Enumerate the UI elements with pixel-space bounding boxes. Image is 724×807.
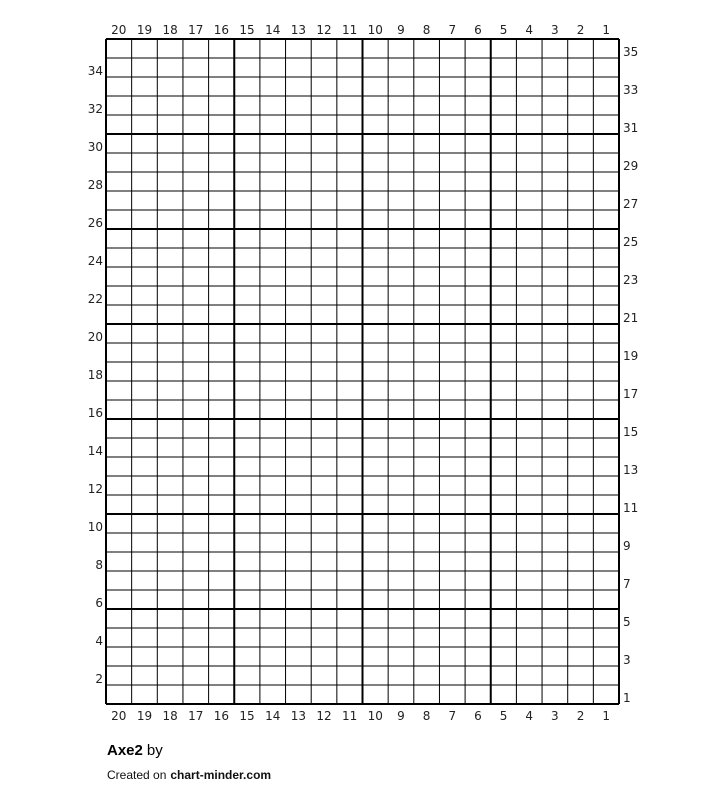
- column-label-bottom: 6: [474, 709, 482, 723]
- column-label-top: 11: [342, 23, 358, 37]
- column-label-top: 7: [448, 23, 457, 37]
- row-label-right: 5: [623, 615, 631, 629]
- row-label-left: 24: [87, 254, 103, 268]
- row-label-left: 22: [87, 292, 103, 306]
- row-label-left: 10: [87, 520, 103, 534]
- chart-title: [107, 742, 163, 759]
- row-label-right: 1: [623, 691, 631, 705]
- column-label-top: 14: [265, 23, 281, 37]
- column-label-top: 1: [602, 23, 610, 37]
- row-label-right: 7: [623, 577, 631, 591]
- site-name: chart-minder.com: [170, 768, 272, 782]
- row-label-left: 14: [87, 444, 103, 458]
- column-label-top: 6: [474, 23, 482, 37]
- column-label-top: 18: [162, 23, 178, 37]
- column-label-bottom: 17: [188, 709, 204, 723]
- row-label-right: 29: [623, 159, 639, 173]
- chart-author-by: by: [146, 742, 163, 759]
- column-label-bottom: 15: [239, 709, 255, 723]
- column-label-bottom: 11: [342, 709, 358, 723]
- row-label-right: 25: [623, 235, 639, 249]
- row-label-right: 11: [623, 501, 639, 515]
- column-label-bottom: 16: [213, 709, 230, 723]
- column-label-bottom: 14: [265, 709, 281, 723]
- column-label-top: 15: [239, 23, 255, 37]
- chart-name: Axe2: [107, 742, 143, 759]
- column-label-top: 12: [316, 23, 332, 37]
- column-label-top: 5: [499, 23, 508, 37]
- row-label-left: 26: [87, 216, 103, 230]
- column-label-top: 16: [213, 23, 230, 37]
- column-label-bottom: 5: [499, 709, 508, 723]
- row-label-left: 8: [95, 558, 103, 572]
- row-label-left: 34: [87, 64, 103, 78]
- column-label-bottom: 4: [525, 709, 534, 723]
- column-label-bottom: 9: [397, 709, 405, 723]
- column-label-bottom: 2: [576, 709, 585, 723]
- row-label-left: 6: [95, 596, 103, 610]
- column-label-bottom: 3: [551, 709, 559, 723]
- row-label-right: 9: [623, 539, 631, 553]
- row-label-right: 35: [623, 45, 639, 59]
- column-label-bottom: 12: [316, 709, 332, 723]
- column-label-top: 10: [367, 23, 383, 37]
- row-label-left: 16: [87, 406, 103, 420]
- row-label-right: 17: [623, 387, 639, 401]
- column-label-top: 13: [290, 23, 307, 37]
- row-label-right: 19: [623, 349, 639, 363]
- column-label-bottom: 10: [367, 709, 383, 723]
- column-label-top: 3: [551, 23, 559, 37]
- column-label-top: 2: [576, 23, 585, 37]
- row-label-left: 18: [87, 368, 103, 382]
- row-label-left: 4: [95, 634, 103, 648]
- row-label-left: 2: [95, 672, 103, 686]
- row-label-left: 32: [87, 102, 103, 116]
- row-label-right: 3: [623, 653, 631, 667]
- row-label-right: 33: [623, 83, 639, 97]
- column-label-bottom: 7: [448, 709, 457, 723]
- row-label-right: 13: [623, 463, 639, 477]
- column-label-bottom: 8: [422, 709, 431, 723]
- column-label-bottom: 20: [111, 709, 127, 723]
- row-label-right: 31: [623, 121, 639, 135]
- column-label-top: 20: [111, 23, 127, 37]
- row-label-right: 15: [623, 425, 639, 439]
- column-label-bottom: 13: [290, 709, 307, 723]
- credit-line: [107, 768, 271, 782]
- row-label-right: 27: [623, 197, 639, 211]
- column-label-bottom: 19: [136, 709, 153, 723]
- column-label-top: 4: [525, 23, 534, 37]
- column-label-top: 19: [136, 23, 153, 37]
- column-label-top: 9: [397, 23, 405, 37]
- row-label-right: 23: [623, 273, 639, 287]
- row-label-right: 21: [623, 311, 639, 325]
- created-on-text: Created on: [107, 768, 167, 782]
- column-label-top: 17: [188, 23, 204, 37]
- row-label-left: 28: [87, 178, 103, 192]
- column-label-top: 8: [422, 23, 431, 37]
- row-label-left: 12: [87, 482, 103, 496]
- column-label-bottom: 1: [602, 709, 610, 723]
- column-label-bottom: 18: [162, 709, 178, 723]
- row-label-left: 20: [87, 330, 103, 344]
- row-label-left: 30: [87, 140, 103, 154]
